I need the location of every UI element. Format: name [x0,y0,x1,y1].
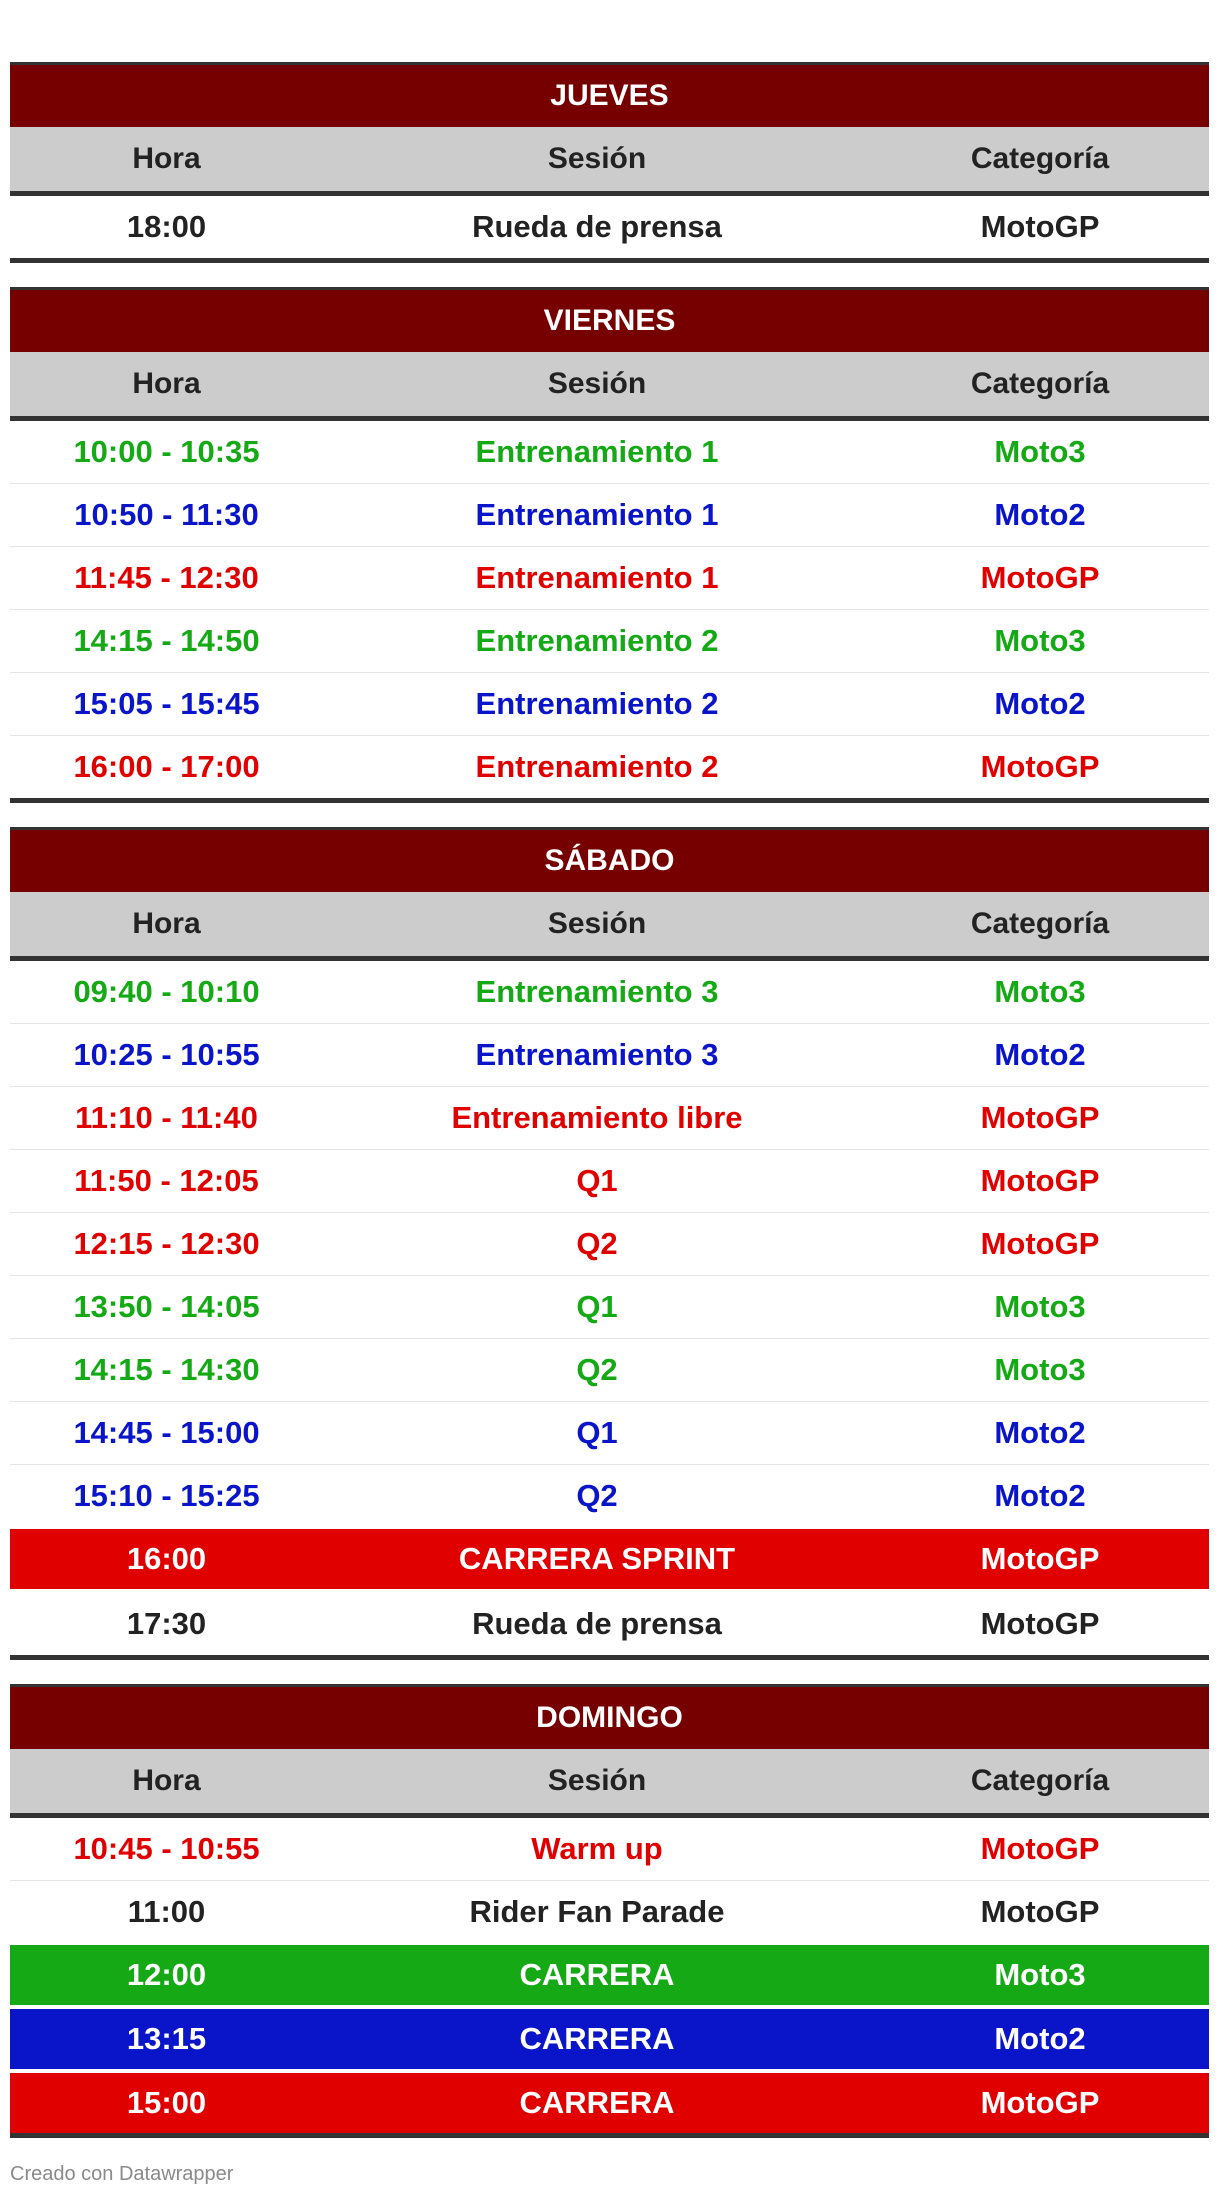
table-row [10,196,1209,258]
cell-sesion: Rueda de prensa [472,1606,722,1641]
cell-sesion: Q1 [576,1415,618,1450]
cell-sesion: CARRERA SPRINT [458,1541,736,1576]
cell-categoria: MotoGP [980,1606,1100,1641]
table-row [10,1149,1209,1212]
cell-categoria: Moto3 [994,434,1086,469]
table-row [10,546,1209,609]
cell-hora: 13:15 [126,2021,207,2056]
cell-hora: 11:45 - 12:30 [74,560,259,595]
column-header-hora: Hora [132,142,201,175]
cell-hora: 10:00 - 10:35 [73,434,260,469]
column-header-row [10,892,1209,961]
column-header-row [10,352,1209,421]
cell-hora: 14:15 - 14:30 [73,1352,260,1387]
cell-hora: 14:45 - 15:00 [73,1415,260,1450]
cell-hora: 11:00 [127,1894,206,1929]
cell-hora: 16:00 - 17:00 [73,749,260,784]
cell-sesion: Warm up [531,1831,663,1866]
cell-hora: 15:10 - 15:25 [73,1478,260,1513]
cell-hora: 12:00 [126,1957,207,1992]
cell-hora: 10:25 - 10:55 [73,1037,260,1072]
cell-hora: 13:50 - 14:05 [73,1289,260,1324]
cell-categoria: Moto2 [994,1478,1086,1513]
cell-categoria: MotoGP [980,749,1100,784]
table-row [10,1275,1209,1338]
cell-sesion: Q2 [576,1478,618,1513]
table-row [10,1212,1209,1275]
cell-categoria: MotoGP [980,1831,1100,1866]
cell-hora: 11:10 - 11:40 [75,1100,258,1135]
cell-categoria: Moto2 [994,2021,1086,2056]
cell-sesion: Entrenamiento libre [451,1100,743,1135]
schedule-table [10,62,1209,2162]
column-header-sesion: Sesión [547,142,647,175]
cell-hora: 10:45 - 10:55 [73,1831,260,1866]
cell-categoria: Moto3 [994,1957,1086,1992]
cell-categoria: MotoGP [980,1100,1100,1135]
column-header-hora: Hora [132,367,201,400]
cell-categoria: Moto3 [994,974,1086,1009]
table-row [10,609,1209,672]
table-row [10,1943,1209,2009]
cell-sesion: Entrenamiento 3 [475,1037,719,1072]
cell-sesion: Rueda de prensa [472,209,722,244]
cell-hora: 09:40 - 10:10 [73,974,260,1009]
column-header-categoria: Categoría [970,907,1110,940]
cell-sesion: Entrenamiento 1 [475,434,719,469]
table-row [10,483,1209,546]
column-header-sesion: Sesión [547,907,647,940]
table-row [10,2009,1209,2073]
cell-sesion: Rider Fan Parade [469,1894,725,1929]
cell-sesion: Entrenamiento 1 [475,560,719,595]
day-section-viernes [10,287,1209,803]
cell-sesion: Entrenamiento 2 [475,749,719,784]
cell-categoria: Moto3 [994,1289,1086,1324]
table-row [10,421,1209,483]
column-header-row [10,1749,1209,1818]
footer-credit: Creado con Datawrapper [10,2163,234,2185]
day-title: DOMINGO [10,1687,1209,1749]
cell-categoria: Moto2 [994,497,1086,532]
cell-categoria: MotoGP [980,1541,1100,1576]
cell-hora: 15:00 [126,2085,207,2120]
cell-sesion: Entrenamiento 3 [475,974,719,1009]
day-title: SÁBADO [10,830,1209,892]
cell-hora: 18:00 [126,209,207,244]
day-title: JUEVES [10,65,1209,127]
cell-sesion: Q1 [576,1163,618,1198]
cell-sesion: CARRERA [519,2021,675,2056]
column-header-sesion: Sesión [547,367,647,400]
cell-categoria: MotoGP [980,1163,1100,1198]
table-row [10,1880,1209,1943]
cell-sesion: Entrenamiento 1 [475,497,719,532]
table-row [10,1086,1209,1149]
column-header-categoria: Categoría [970,142,1110,175]
cell-sesion: Entrenamiento 2 [475,686,719,721]
table-row [10,961,1209,1023]
cell-categoria: Moto2 [994,1037,1086,1072]
cell-categoria: Moto3 [994,623,1086,658]
cell-sesion: CARRERA [519,2085,675,2120]
cell-categoria: MotoGP [980,1226,1100,1261]
cell-sesion: Q2 [576,1352,618,1387]
cell-categoria: Moto2 [994,1415,1086,1450]
cell-categoria: MotoGP [980,1894,1100,1929]
table-row [10,1818,1209,1880]
cell-hora: 17:30 [126,1606,207,1641]
day-section-domingo [10,1684,1209,2138]
cell-categoria: Moto3 [994,1352,1086,1387]
table-row [10,735,1209,798]
day-title: VIERNES [10,290,1209,352]
cell-categoria: MotoGP [980,209,1100,244]
cell-hora: 16:00 [126,1541,207,1576]
cell-sesion: Q2 [576,1226,618,1261]
column-header-row [10,127,1209,196]
cell-categoria: MotoGP [980,560,1100,595]
cell-hora: 11:50 - 12:05 [74,1163,259,1198]
table-row [10,1023,1209,1086]
table-row [10,1338,1209,1401]
table-row [10,1464,1209,1527]
cell-sesion: Q1 [576,1289,618,1324]
cell-categoria: Moto2 [994,686,1086,721]
column-header-hora: Hora [132,907,201,940]
column-header-hora: Hora [132,1764,201,1797]
table-row [10,672,1209,735]
table-row [10,1527,1209,1593]
day-section-sábado [10,827,1209,1660]
cell-hora: 14:15 - 14:50 [73,623,260,658]
table-row [10,2073,1209,2133]
day-section-jueves [10,62,1209,263]
table-row [10,1401,1209,1464]
table-row [10,1593,1209,1655]
cell-hora: 15:05 - 15:45 [73,686,260,721]
cell-sesion: CARRERA [519,1957,675,1992]
cell-categoria: MotoGP [980,2085,1100,2120]
cell-sesion: Entrenamiento 2 [475,623,719,658]
cell-hora: 12:15 - 12:30 [73,1226,260,1261]
column-header-categoria: Categoría [970,367,1110,400]
cell-hora: 10:50 - 11:30 [74,497,259,532]
column-header-sesion: Sesión [547,1764,647,1797]
column-header-categoria: Categoría [970,1764,1110,1797]
